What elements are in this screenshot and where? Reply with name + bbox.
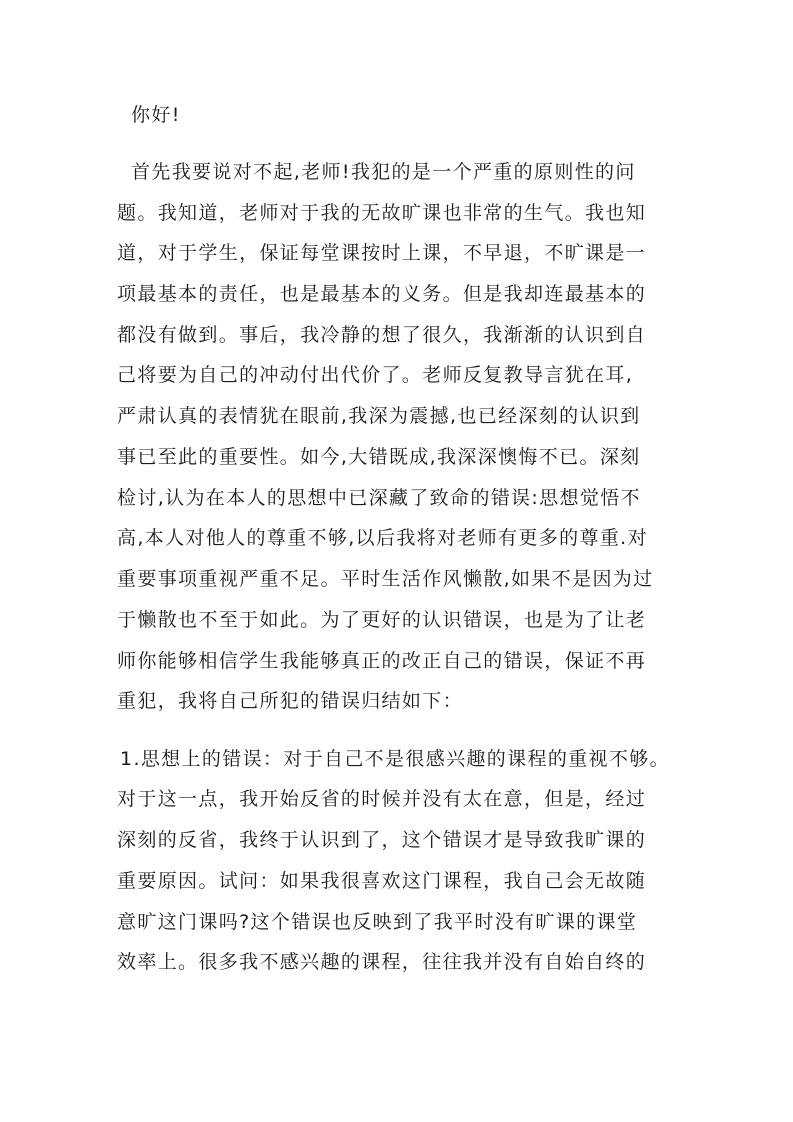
paragraph-line: 严肃认真的表情犹在眼前,我深为震撼,也已经深刻的认识到 [117,405,641,427]
paragraph-line: 重犯，我将自己所犯的错误归结如下： [117,690,463,712]
paragraph-line: 都没有做到。事后，我冷静的想了很久，我渐渐的认识到自 [117,324,647,346]
paragraph-line: 师你能够相信学生我能够真正的改正自己的错误，保证不再 [117,650,647,672]
greeting: 你好! [131,104,181,126]
paragraph-line: 重要原因。试问：如果我很喜欢这门课程，我自己会无故随 [117,870,647,892]
paragraph-line: 意旷这门课吗?这个错误也反映到了我平时没有旷课的课堂 [117,911,638,933]
paragraph-line: 对于这一点，我开始反省的时候并没有太在意，但是，经过 [117,788,647,810]
paragraph-line: 事已至此的重要性。如今,大错既成,我深深懊悔不已。深刻 [117,446,641,468]
paragraph-line: 效率上。很多我不感兴趣的课程，往往我并没有自始自终的 [117,951,647,973]
paragraph-line: 首先我要说对不起,老师!我犯的是一个严重的原则性的问 [131,161,636,183]
paragraph-line: 道，对于学生，保证每堂课按时上课，不早退，不旷课是一 [117,242,647,264]
paragraph-line: 高,本人对他人的尊重不够,以后我将对老师有更多的尊重.对 [117,527,648,549]
paragraph-line: 深刻的反省，我终于认识到了，这个错误才是导致我旷课的 [117,829,647,851]
paragraph-line: 1.思想上的错误：对于自己不是很感兴趣的课程的重视不够。 [120,748,670,770]
paragraph-line: 己将要为自己的冲动付出代价了。老师反复教导言犹在耳, [117,364,634,386]
paragraph-line: 题。我知道，老师对于我的无故旷课也非常的生气。我也知 [117,202,647,224]
paragraph-line: 重要事项重视严重不足。平时生活作风懒散,如果不是因为过 [117,568,654,590]
paragraph-line: 于懒散也不至于如此。为了更好的认识错误，也是为了让老 [117,609,647,631]
paragraph-line: 项最基本的责任，也是最基本的义务。但是我却连最基本的 [117,283,647,305]
paragraph-line: 检讨,认为在本人的思想中已深藏了致命的错误:思想觉悟不 [117,487,641,509]
